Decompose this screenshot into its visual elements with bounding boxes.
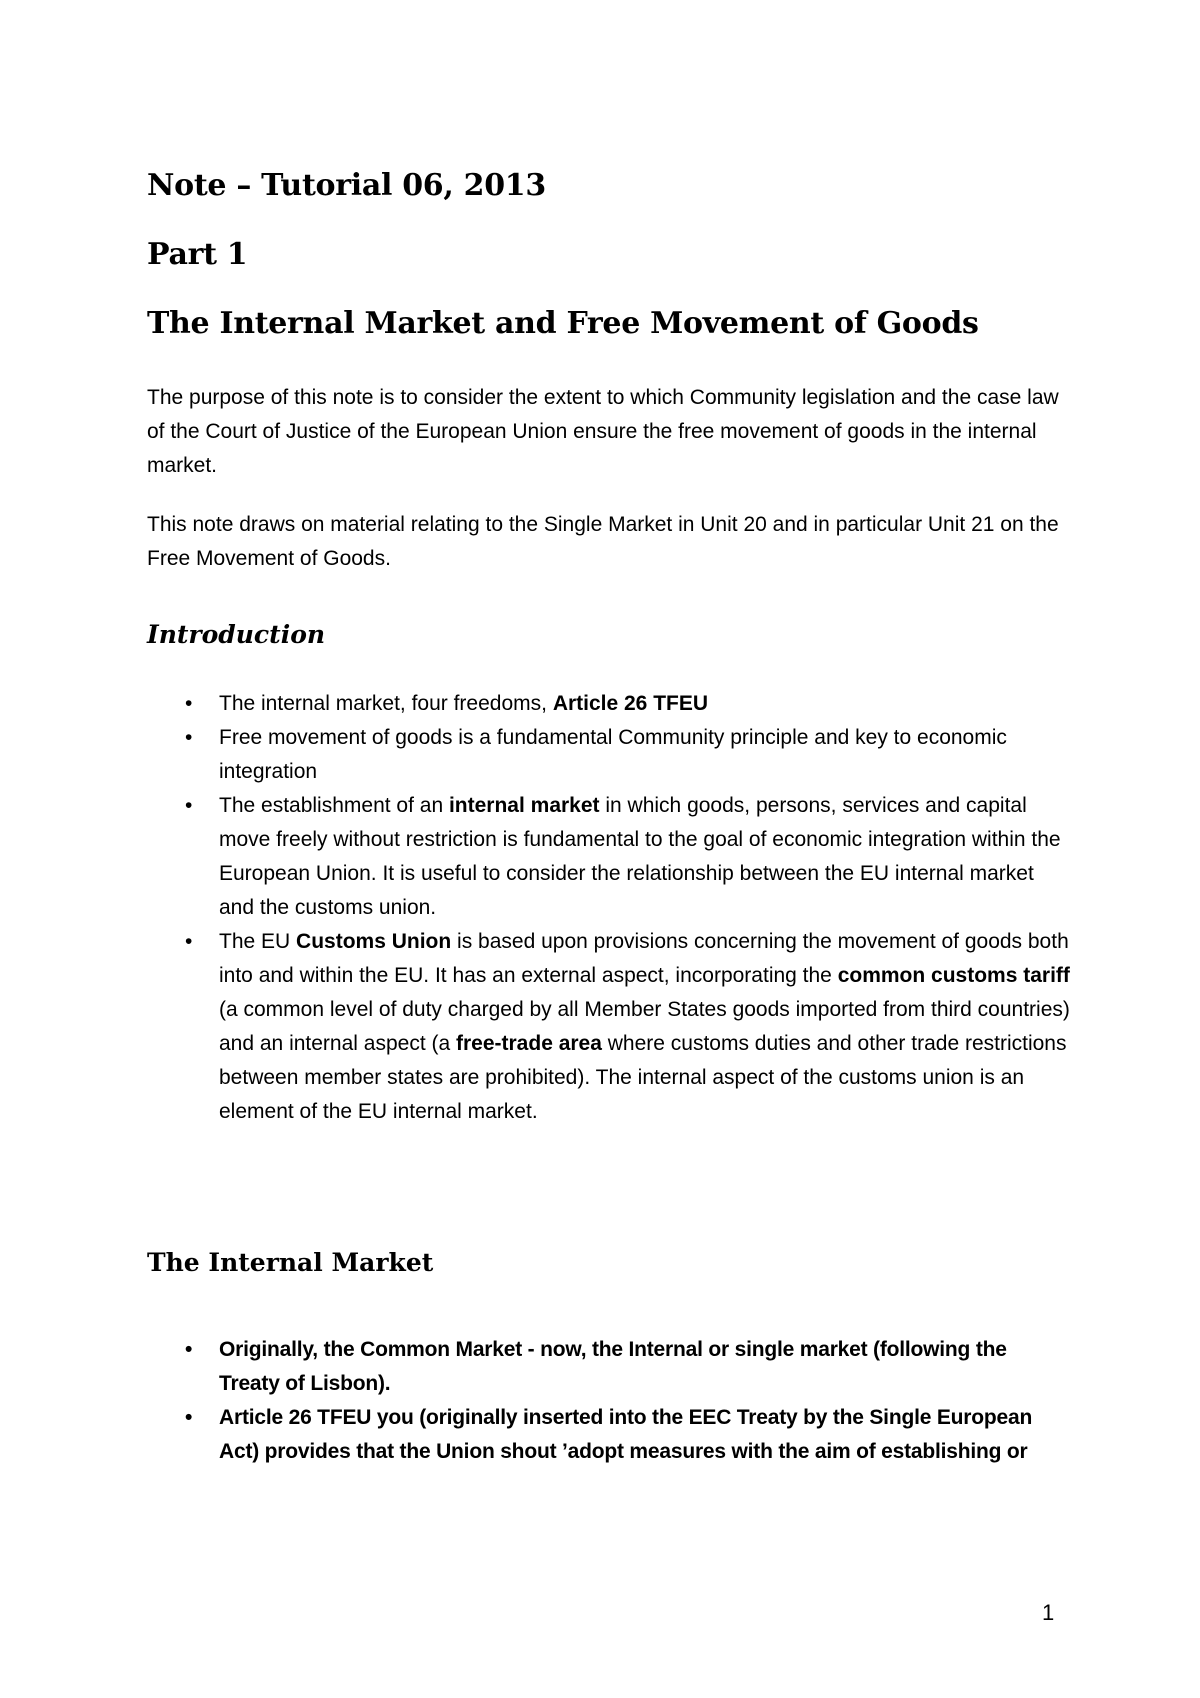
- main-heading: The Internal Market and Free Movement of Goods: [147, 306, 979, 341]
- internal-market-bullet-list: [147, 1333, 1072, 1469]
- bullet-text: Article 26 TFEU: [219, 1406, 372, 1429]
- list-item: [147, 687, 1072, 721]
- bullet-bold-text: internal market: [448, 794, 600, 817]
- bullet-text: Free movement of goods is a fundamental Community principle and key to economic integration: [219, 726, 1007, 783]
- bullet-text: The establishment of an: [219, 794, 449, 817]
- bullet-text: in which goods, persons, services and capital move freely without restriction is fundamental to the goal of economic integration within the European Union. It is useful to consider the relationship between the EU internal market and the customs union.: [219, 794, 1061, 919]
- internal-market-heading: The Internal Market: [147, 1248, 434, 1277]
- bullet-icon: •: [185, 1338, 193, 1361]
- list-item: [147, 1333, 1072, 1401]
- list-item: [147, 789, 1072, 925]
- bullet-text: where customs duties and other trade restrictions between member states are prohibited). The internal aspect of the customs union is an element of the EU internal market.: [219, 1032, 1067, 1123]
- bullet-icon: •: [185, 1406, 193, 1429]
- bullet-bold-text: Article 26 TFEU: [552, 692, 709, 715]
- bullet-text: (a common level of duty charged by all Member States goods imported from third countries) and an internal aspect (a: [219, 998, 1070, 1055]
- intro-paragraph-material: This note draws on material relating to the Single Market in Unit 20 and in particular Unit 21 on the Free Movement of Goods.: [147, 513, 1059, 570]
- introduction-bullet-list: [147, 687, 1072, 1129]
- bullet-text: The internal market, four freedoms,: [219, 692, 553, 715]
- bullet-icon: •: [185, 692, 193, 715]
- bullet-bold-text: Customs Union: [296, 930, 452, 953]
- bullet-text: The EU: [219, 930, 297, 953]
- list-item: [147, 1401, 1072, 1469]
- bullet-bold-text: free-trade area: [456, 1032, 602, 1055]
- part-heading: Part 1: [147, 237, 248, 272]
- bullet-text: Originally, the Common Market - now, the Internal or single market (following the Treaty of Lisbon).: [219, 1338, 1007, 1395]
- document-title: Note – Tutorial 06, 2013: [147, 168, 546, 203]
- bullet-icon: •: [185, 726, 193, 749]
- list-item: [147, 721, 1072, 789]
- intro-paragraph-purpose: The purpose of this note is to consider the extent to which Community legislation and the case law of the Court of Justice of the European Union ensure the free movement of goods in the internal market.: [147, 386, 1059, 477]
- list-item: [147, 925, 1072, 1129]
- bullet-text: is based upon provisions concerning the movement of goods both into and within the EU. It has an external aspect, incorporating the: [219, 930, 1069, 987]
- page-number: 1: [1042, 1600, 1055, 1625]
- bullet-text: you (originally inserted into the EEC Treaty by the Single European Act) provides that the Union shout ’adopt measures with the aim of establishing or: [219, 1406, 1033, 1463]
- bullet-icon: •: [185, 794, 193, 817]
- bullet-bold-text: common customs tariff: [837, 964, 1070, 987]
- bullet-icon: •: [185, 930, 193, 953]
- introduction-heading: Introduction: [147, 620, 326, 649]
